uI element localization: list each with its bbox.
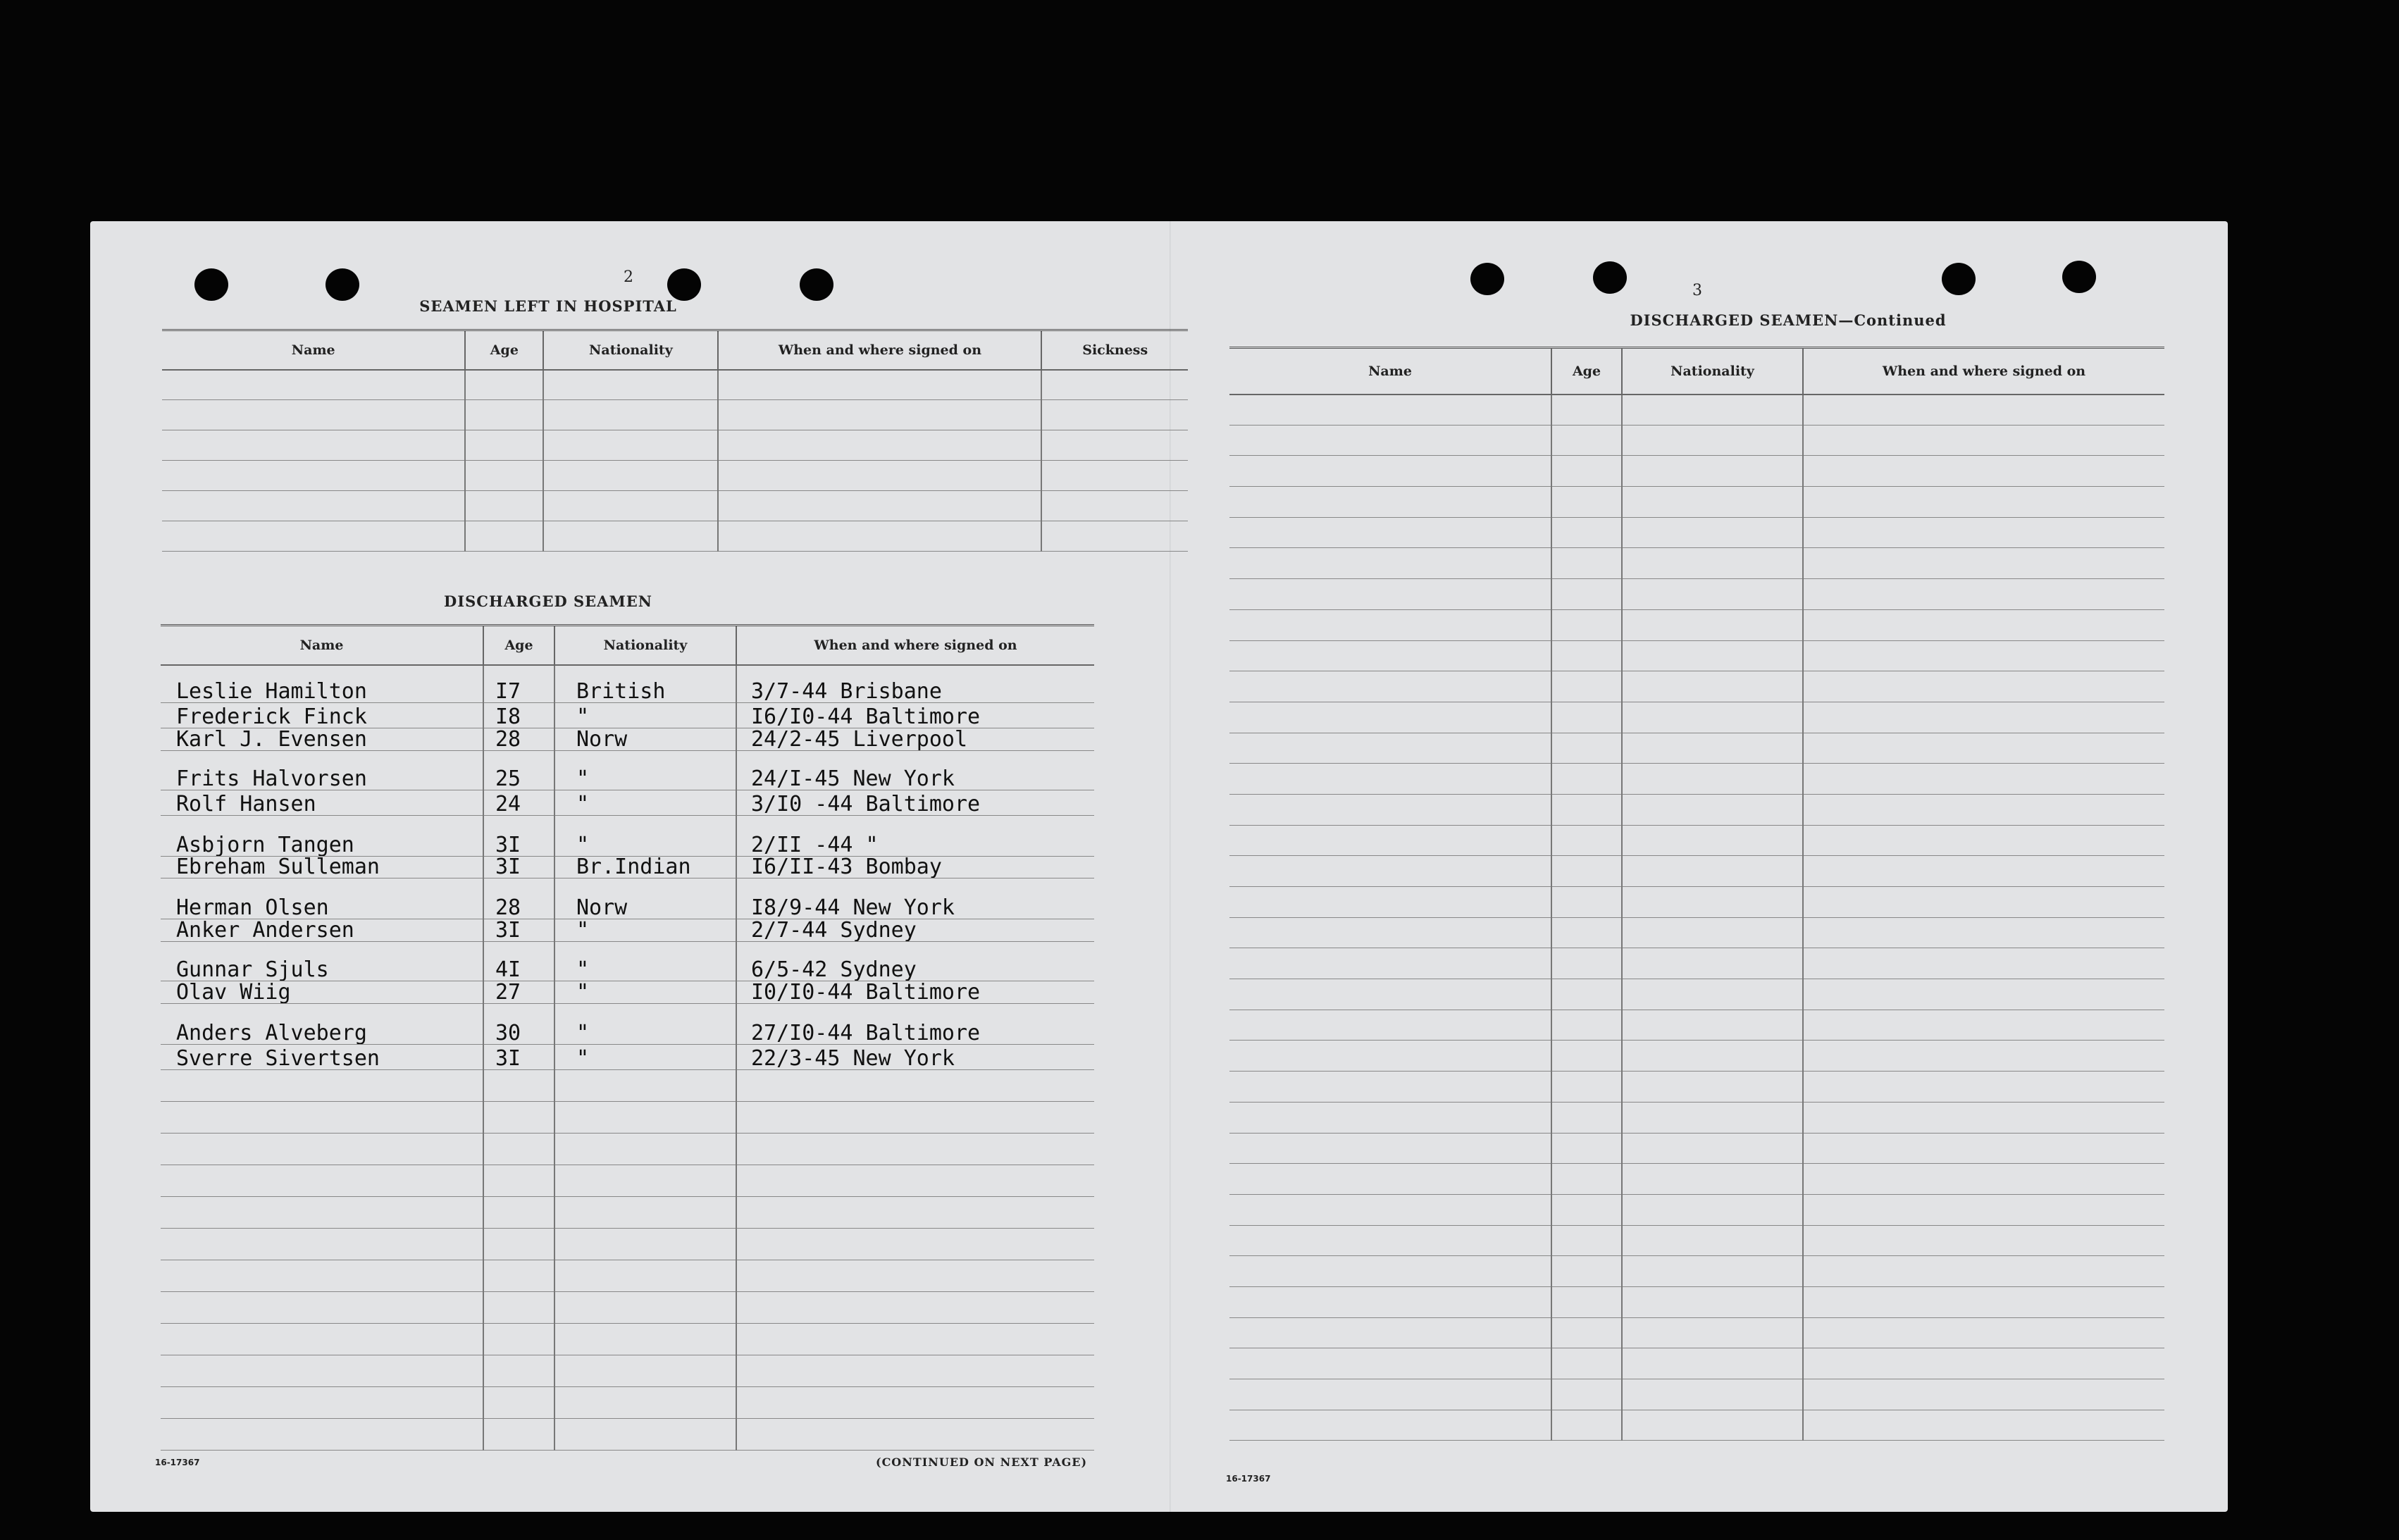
continued-header-nationality: Nationality bbox=[1622, 348, 1803, 395]
hospital-header-when-where: When and where signed on bbox=[718, 330, 1041, 370]
page-number-left: 2 bbox=[624, 268, 633, 286]
table-row bbox=[162, 491, 1188, 521]
blank-row bbox=[1229, 548, 2164, 579]
blank-row bbox=[161, 1324, 1094, 1355]
blank-row bbox=[1229, 456, 2164, 487]
seaman-signed-on: 3/7-44 Brisbane bbox=[736, 665, 1094, 703]
blank-row bbox=[1229, 640, 2164, 671]
seaman-signed-on: I6/I0-44 Baltimore bbox=[736, 703, 1094, 728]
seaman-nationality: " bbox=[554, 816, 736, 857]
seaman-nationality: " bbox=[554, 1045, 736, 1070]
blank-row bbox=[1229, 395, 2164, 426]
seaman-name: Olav Wiig bbox=[161, 981, 483, 1004]
table-row bbox=[161, 919, 1094, 942]
hospital-header-nationality: Nationality bbox=[543, 330, 718, 370]
hospital-section-title: SEAMEN LEFT IN HOSPITAL bbox=[419, 297, 677, 315]
blank-row bbox=[1229, 1256, 2164, 1287]
seaman-name: Karl J. Evensen bbox=[161, 728, 483, 751]
seaman-name: Anker Andersen bbox=[161, 919, 483, 942]
table-row bbox=[161, 857, 1094, 878]
seaman-nationality: Norw bbox=[554, 728, 736, 751]
blank-row bbox=[1229, 425, 2164, 456]
blank-row bbox=[1229, 764, 2164, 795]
seaman-age: 3I bbox=[483, 816, 554, 857]
seaman-nationality: " bbox=[554, 919, 736, 942]
seaman-age: 3I bbox=[483, 1045, 554, 1070]
binder-hole bbox=[1942, 263, 1976, 295]
seaman-nationality: Norw bbox=[554, 878, 736, 919]
table-row bbox=[161, 1004, 1094, 1045]
page-number-right: 3 bbox=[1692, 282, 1702, 299]
seaman-nationality: " bbox=[554, 790, 736, 816]
seaman-name: Anders Alveberg bbox=[161, 1004, 483, 1045]
seaman-signed-on: 22/3-45 New York bbox=[736, 1045, 1094, 1070]
binder-hole bbox=[326, 268, 359, 301]
discharged-continued-title: DISCHARGED SEAMEN—Continued bbox=[1630, 311, 1947, 329]
table-row bbox=[161, 703, 1094, 728]
seaman-name: Asbjorn Tangen bbox=[161, 816, 483, 857]
table-row bbox=[161, 751, 1094, 790]
blank-row bbox=[1229, 1102, 2164, 1133]
binder-hole bbox=[1593, 261, 1627, 294]
blank-row bbox=[1229, 794, 2164, 825]
blank-row bbox=[1229, 1286, 2164, 1317]
blank-row bbox=[1229, 1010, 2164, 1041]
table-row bbox=[161, 665, 1094, 703]
blank-row bbox=[1229, 1072, 2164, 1103]
seaman-age: 28 bbox=[483, 728, 554, 751]
seaman-name: Leslie Hamilton bbox=[161, 665, 483, 703]
blank-row bbox=[161, 1387, 1094, 1419]
ledger-sheet bbox=[90, 221, 2228, 1512]
blank-row bbox=[1229, 1379, 2164, 1410]
seaman-signed-on: 24/I-45 New York bbox=[736, 751, 1094, 790]
blank-row bbox=[161, 1292, 1094, 1324]
table-row bbox=[161, 728, 1094, 751]
seaman-name: Gunnar Sjuls bbox=[161, 942, 483, 981]
seaman-age: 3I bbox=[483, 857, 554, 878]
hospital-header-name: Name bbox=[162, 330, 465, 370]
seaman-signed-on: 6/5-42 Sydney bbox=[736, 942, 1094, 981]
seaman-age: 25 bbox=[483, 751, 554, 790]
hospital-header-age: Age bbox=[465, 330, 543, 370]
hospital-header-sickness: Sickness bbox=[1041, 330, 1188, 370]
table-row bbox=[162, 521, 1188, 552]
blank-row bbox=[161, 1419, 1094, 1451]
form-code-right: 16-17367 bbox=[1226, 1474, 1271, 1484]
hospital-table bbox=[162, 329, 1188, 552]
seaman-signed-on: 2/II -44 " bbox=[736, 816, 1094, 857]
seaman-signed-on: I6/II-43 Bombay bbox=[736, 857, 1094, 878]
binder-hole bbox=[1470, 263, 1504, 295]
seaman-signed-on: 27/I0-44 Baltimore bbox=[736, 1004, 1094, 1045]
blank-row bbox=[161, 1197, 1094, 1229]
discharged-table bbox=[161, 624, 1094, 1451]
seaman-name: Herman Olsen bbox=[161, 878, 483, 919]
blank-row bbox=[1229, 979, 2164, 1010]
seaman-nationality: " bbox=[554, 703, 736, 728]
discharged-header-when-where: When and where signed on bbox=[736, 626, 1094, 665]
seaman-nationality: Br.Indian bbox=[554, 857, 736, 878]
seaman-signed-on: 3/I0 -44 Baltimore bbox=[736, 790, 1094, 816]
binder-hole bbox=[800, 268, 833, 301]
blank-row bbox=[1229, 948, 2164, 979]
continued-header-name: Name bbox=[1229, 348, 1551, 395]
seaman-name: Ebreham Sulleman bbox=[161, 857, 483, 878]
blank-row bbox=[1229, 671, 2164, 702]
blank-row bbox=[1229, 609, 2164, 640]
seaman-age: 28 bbox=[483, 878, 554, 919]
seaman-age: I8 bbox=[483, 703, 554, 728]
seaman-nationality: " bbox=[554, 981, 736, 1004]
blank-row bbox=[1229, 579, 2164, 610]
discharged-section-title: DISCHARGED SEAMEN bbox=[444, 592, 652, 610]
discharged-continued-table bbox=[1229, 347, 2164, 1441]
table-row bbox=[161, 878, 1094, 919]
blank-row bbox=[161, 1260, 1094, 1292]
seaman-age: 3I bbox=[483, 919, 554, 942]
blank-row bbox=[1229, 825, 2164, 856]
blank-row bbox=[1229, 702, 2164, 733]
table-row bbox=[161, 816, 1094, 857]
blank-row bbox=[1229, 733, 2164, 764]
blank-row bbox=[161, 1355, 1094, 1387]
seaman-age: 24 bbox=[483, 790, 554, 816]
blank-row bbox=[1229, 1041, 2164, 1072]
binder-hole bbox=[194, 268, 228, 301]
blank-row bbox=[1229, 917, 2164, 948]
seaman-nationality: " bbox=[554, 751, 736, 790]
seaman-signed-on: I8/9-44 New York bbox=[736, 878, 1094, 919]
blank-row bbox=[161, 1165, 1094, 1197]
table-row bbox=[162, 400, 1188, 430]
table-row bbox=[161, 942, 1094, 981]
seaman-name: Rolf Hansen bbox=[161, 790, 483, 816]
blank-row bbox=[1229, 1194, 2164, 1225]
table-row bbox=[162, 461, 1188, 491]
blank-row bbox=[1229, 487, 2164, 518]
blank-row bbox=[1229, 1410, 2164, 1441]
continued-header-age: Age bbox=[1551, 348, 1622, 395]
blank-row bbox=[1229, 1164, 2164, 1195]
seaman-age: 27 bbox=[483, 981, 554, 1004]
blank-row bbox=[1229, 1348, 2164, 1379]
discharged-header-name: Name bbox=[161, 626, 483, 665]
discharged-header-nationality: Nationality bbox=[554, 626, 736, 665]
continued-note: (CONTINUED ON NEXT PAGE) bbox=[876, 1455, 1088, 1469]
seaman-name: Sverre Sivertsen bbox=[161, 1045, 483, 1070]
blank-row bbox=[161, 1229, 1094, 1260]
seaman-age: I7 bbox=[483, 665, 554, 703]
seaman-nationality: British bbox=[554, 665, 736, 703]
blank-row bbox=[1229, 887, 2164, 918]
seaman-age: 30 bbox=[483, 1004, 554, 1045]
blank-row bbox=[1229, 1317, 2164, 1348]
seaman-signed-on: 24/2-45 Liverpool bbox=[736, 728, 1094, 751]
continued-header-when-where: When and where signed on bbox=[1803, 348, 2164, 395]
discharged-header-age: Age bbox=[483, 626, 554, 665]
seaman-name: Frits Halvorsen bbox=[161, 751, 483, 790]
blank-row bbox=[161, 1134, 1094, 1165]
blank-row bbox=[161, 1102, 1094, 1134]
table-row bbox=[161, 790, 1094, 816]
table-row bbox=[161, 981, 1094, 1004]
seaman-signed-on: 2/7-44 Sydney bbox=[736, 919, 1094, 942]
table-row bbox=[161, 1045, 1094, 1070]
binder-hole bbox=[667, 268, 701, 301]
blank-row bbox=[1229, 517, 2164, 548]
blank-row bbox=[1229, 1225, 2164, 1256]
table-row bbox=[162, 430, 1188, 461]
seaman-nationality: " bbox=[554, 1004, 736, 1045]
blank-row bbox=[161, 1070, 1094, 1102]
seaman-signed-on: I0/I0-44 Baltimore bbox=[736, 981, 1094, 1004]
form-code-left: 16-17367 bbox=[155, 1458, 200, 1467]
seaman-nationality: " bbox=[554, 942, 736, 981]
blank-row bbox=[1229, 856, 2164, 887]
seaman-name: Frederick Finck bbox=[161, 703, 483, 728]
seaman-age: 4I bbox=[483, 942, 554, 981]
binder-hole bbox=[2062, 261, 2096, 293]
table-row bbox=[162, 370, 1188, 400]
blank-row bbox=[1229, 1133, 2164, 1164]
